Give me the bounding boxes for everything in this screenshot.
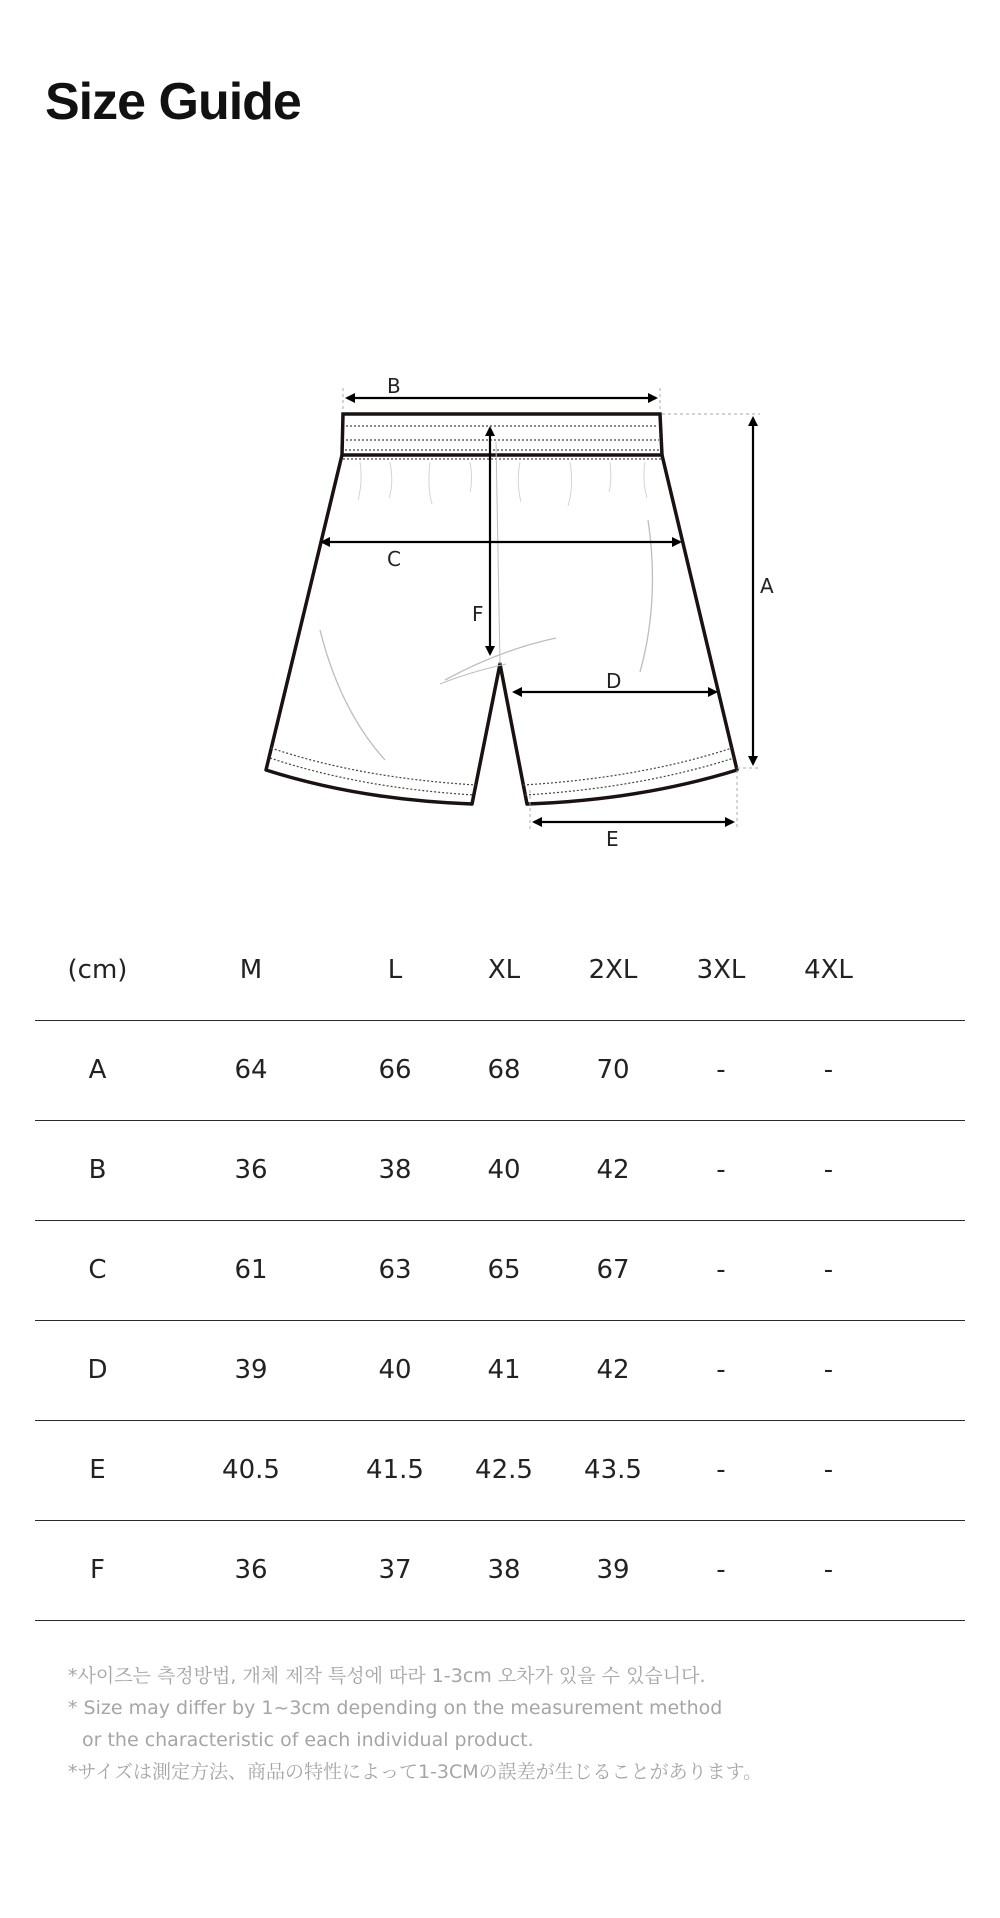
table-cell: - (716, 1155, 726, 1185)
table-row (35, 1320, 965, 1420)
table-cell: 36 (234, 1155, 268, 1185)
table-row (35, 1020, 965, 1120)
shorts-outline (266, 414, 737, 804)
table-cell: 43.5 (584, 1455, 642, 1485)
table-cell: 38 (487, 1555, 521, 1585)
table-cell: 65 (487, 1255, 521, 1285)
row-label: C (88, 1255, 107, 1285)
spacer-cell (881, 1520, 965, 1620)
label-e: E (606, 827, 619, 851)
spacer-cell (881, 1420, 965, 1520)
table-cell: 41.5 (366, 1455, 424, 1485)
table-cell: 38 (378, 1155, 412, 1185)
table-cell: 40 (487, 1155, 521, 1185)
table-cell: - (823, 1555, 834, 1585)
table-row (35, 1120, 965, 1220)
row-label: F (90, 1555, 105, 1585)
note-korean: *사이즈는 측정방법, 개체 제작 특성에 따라 1-3cm 오차가 있을 수 있습니다. (68, 1665, 706, 1687)
label-a: A (760, 574, 774, 598)
table-cell: - (823, 1355, 834, 1385)
unit-label: (cm) (67, 954, 128, 985)
table-cell: 68 (487, 1055, 521, 1085)
spacer-cell (881, 1220, 965, 1320)
size-header: 4XL (804, 954, 853, 985)
size-header: M (239, 954, 263, 985)
note-english-line2: or the characteristic of each individual product. (82, 1729, 534, 1751)
table-cell: 36 (234, 1555, 268, 1585)
note-japanese: *サイズは測定方法、商品の特性によって1-3CMの誤差が生じることがあります。 (68, 1761, 763, 1783)
size-header-row (35, 920, 965, 1020)
table-row (35, 1220, 965, 1320)
table-cell: - (716, 1355, 726, 1385)
label-d: D (606, 669, 622, 693)
size-header: 3XL (696, 954, 746, 985)
table-row (35, 1520, 965, 1620)
label-f: F (472, 602, 484, 626)
table-cell: - (823, 1155, 834, 1185)
spacer-cell (881, 1120, 965, 1220)
label-c: C (387, 547, 401, 571)
row-label: E (89, 1455, 106, 1485)
row-label: A (88, 1055, 107, 1085)
table-cell: 61 (234, 1255, 268, 1285)
size-header: 2XL (588, 954, 638, 985)
table-cell: 66 (378, 1055, 412, 1085)
table-cell: 63 (378, 1255, 412, 1285)
row-label: B (88, 1155, 107, 1185)
spacer-cell (881, 1020, 965, 1120)
page-title: Size Guide (45, 73, 301, 131)
table-cell: 42.5 (475, 1455, 533, 1485)
table-cell: 41 (487, 1355, 521, 1385)
table-cell: 67 (596, 1255, 630, 1285)
table-row (35, 1420, 965, 1520)
note-english-line1: * Size may differ by 1~3cm depending on the measurement method (68, 1697, 723, 1719)
table-cell: 64 (234, 1055, 268, 1085)
table-cell: - (823, 1255, 834, 1285)
table-cell: - (716, 1455, 726, 1485)
spacer-cell (881, 920, 965, 1020)
table-cell: 39 (234, 1355, 268, 1385)
table-cell: - (716, 1555, 726, 1585)
table-cell: - (716, 1255, 726, 1285)
label-b: B (387, 374, 401, 398)
table-cell: 40 (378, 1355, 412, 1385)
size-header: L (387, 954, 403, 985)
table-cell: 37 (378, 1555, 412, 1585)
size-header: XL (487, 954, 521, 985)
table-cell: - (823, 1455, 834, 1485)
spacer-cell (881, 1320, 965, 1420)
table-cell: 42 (596, 1355, 630, 1385)
table-cell: 40.5 (222, 1455, 280, 1485)
table-cell: - (716, 1055, 726, 1085)
row-label: D (87, 1355, 108, 1385)
table-cell: - (823, 1055, 834, 1085)
table-cell: 70 (596, 1055, 630, 1085)
size-notes (68, 1660, 762, 1788)
measurement-arrows (322, 398, 753, 822)
table-cell: 39 (596, 1555, 630, 1585)
size-table-container (35, 920, 965, 1621)
size-table (35, 920, 965, 1621)
table-cell: 42 (596, 1155, 630, 1185)
shorts-measurement-diagram (0, 0, 1000, 880)
